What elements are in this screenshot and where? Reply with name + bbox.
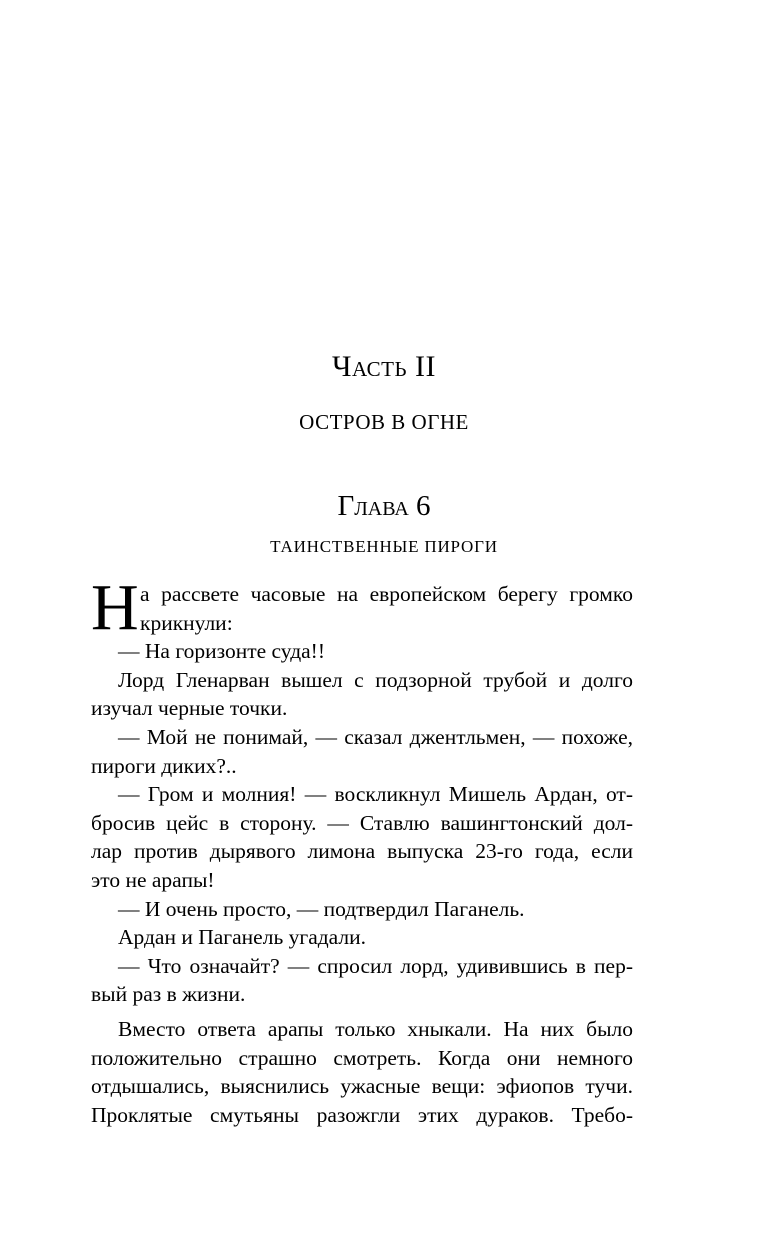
chapter-number: 6 xyxy=(416,490,431,522)
text-line: лар против дырявого лимона выпуска 23-го года, если xyxy=(91,839,633,864)
text-line: изучал черные точки. xyxy=(91,696,288,721)
text-line: а рассвете часовые на европейском берегу громко xyxy=(140,582,633,606)
text-line: Вместо ответа арапы только хныкали. На них было xyxy=(118,1016,633,1041)
chapter-label: Глава xyxy=(337,490,409,522)
text-line: Ардан и Паганель угадали. xyxy=(118,925,367,950)
text-line: положительно страшно смотреть. Когда они немного xyxy=(91,1045,633,1070)
text-line: вый раз в жизни. xyxy=(91,982,246,1007)
part-subtitle: ОСТРОВ В ОГНЕ xyxy=(299,410,469,434)
text-line: пироги диких?.. xyxy=(91,753,237,778)
chapter-title xyxy=(0,490,768,523)
chapter-subtitle: ТАИНСТВЕННЫЕ ПИРОГИ xyxy=(270,537,498,556)
text-line: отдышались, выяснились ужасные вещи: эфиопов тучи. xyxy=(91,1074,633,1099)
text-line: Лорд Гленарван вышел с подзорной трубой и долго xyxy=(118,667,633,692)
part-label: Часть xyxy=(332,350,408,383)
text-line: это не арапы! xyxy=(91,867,215,892)
text-line: — Мой не понимай, — сказал джентльмен, — похоже, xyxy=(118,724,633,749)
text-line: — На горизонте суда!! xyxy=(118,639,326,664)
text-line: крикнули: xyxy=(140,610,233,635)
part-title xyxy=(0,350,768,384)
drop-cap: Н xyxy=(91,571,139,644)
chapter-text xyxy=(91,571,633,1129)
text-line: Проклятые смутьяны разожгли этих дураков. Требо- xyxy=(91,1102,633,1127)
text-line: — Гром и молния! — воскликнул Мишель Ардан, от- xyxy=(118,782,633,807)
part-number: II xyxy=(415,350,436,383)
text-line: — И очень просто, — подтвердил Паганель. xyxy=(118,896,525,921)
text-line: бросив цейс в сторону. — Ставлю вашингтонский дол- xyxy=(91,810,633,835)
text-line: — Что означайт? — спросил лорд, удивившись в пер- xyxy=(118,953,633,978)
